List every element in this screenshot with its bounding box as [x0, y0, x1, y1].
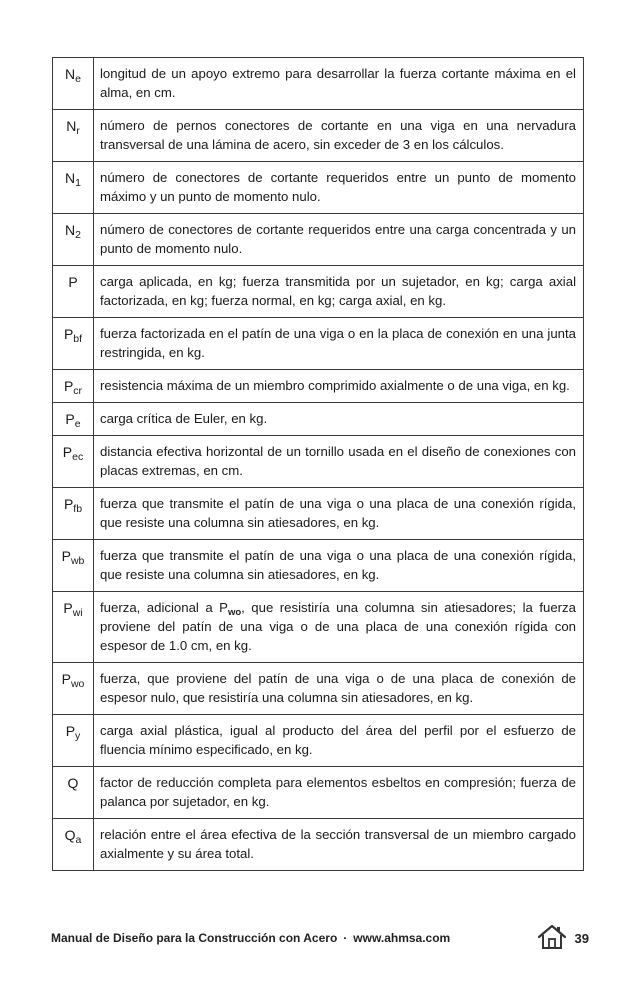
symbol-cell: $P_{fb}$: [53, 488, 94, 540]
table-row: [53, 403, 584, 436]
table-row: [53, 715, 584, 767]
symbol-cell: $P_{wb}$: [53, 540, 94, 592]
symbol-cell: $N_r$: [53, 110, 94, 162]
symbol-cell: Q: [53, 767, 94, 819]
page-number: 39: [574, 931, 589, 946]
home-icon[interactable]: [537, 924, 567, 950]
definition-cell: fuerza, adicional a $P_{wo}$, que resistiría una columna sin atiesadores; la fuerza proviene del patín de una viga o de una placa de una conexión rígida con espesor de 1.0 cm, en kg.: [94, 592, 584, 663]
table-row: [53, 488, 584, 540]
definition-cell: distancia efectiva horizontal de un tornillo usada en el diseño de conexiones con placas extremas, en cm.: [94, 436, 584, 488]
table-row: [53, 110, 584, 162]
symbol-cell: $P_{wo}$: [53, 663, 94, 715]
manual-title: Manual de Diseño para la Construcción con Acero: [51, 931, 338, 945]
definition-cell: carga axial plástica, igual al producto del área del perfil por el esfuerzo de fluencia mínimo especificado, en kg.: [94, 715, 584, 767]
table-row: [53, 162, 584, 214]
table-row: [53, 436, 584, 488]
website-link[interactable]: www.ahmsa.com: [353, 931, 451, 945]
table-row: [53, 819, 584, 871]
symbol-cell: $P_{bf}$: [53, 318, 94, 370]
definition-cell: fuerza, que proviene del patín de una viga o de una placa de conexión de espesor nulo, que resistiría una columna sin atiesadores, en kg.: [94, 663, 584, 715]
footer-separator: ·: [343, 931, 348, 945]
symbol-cell: $P_y$: [53, 715, 94, 767]
symbols-table: [52, 57, 584, 871]
symbol-cell: $N_1$: [53, 162, 94, 214]
symbol-cell: $P_{ec}$: [53, 436, 94, 488]
table-row: [53, 592, 584, 663]
symbol-cell: $P_{wi}$: [53, 592, 94, 663]
symbol-cell: $P_{cr}$: [53, 370, 94, 403]
page-footer: [51, 928, 589, 948]
table-row: [53, 318, 584, 370]
definition-cell: resistencia máxima de un miembro comprimido axialmente o de una viga, en kg.: [94, 370, 584, 403]
table-row: [53, 540, 584, 592]
definition-cell: longitud de un apoyo extremo para desarrollar la fuerza cortante máxima en el alma, en cm.: [94, 58, 584, 110]
symbol-cell: P: [53, 266, 94, 318]
table-row: [53, 370, 584, 403]
definition-cell: relación entre el área efectiva de la sección transversal de un miembro cargado axialmente y su área total.: [94, 819, 584, 871]
definition-cell: número de pernos conectores de cortante en una viga en una nervadura transversal de una lámina de acero, sin exceder de 3 en los cálculos.: [94, 110, 584, 162]
definition-cell: carga crítica de Euler, en kg.: [94, 403, 584, 436]
symbol-cell: $P_e$: [53, 403, 94, 436]
table-row: [53, 58, 584, 110]
table-row: [53, 767, 584, 819]
definition-cell: carga aplicada, en kg; fuerza transmitida por un sujetador, en kg; carga axial factorizada, en kg; fuerza normal, en kg; carga axial, en kg.: [94, 266, 584, 318]
definition-cell: fuerza que transmite el patín de una viga o una placa de una conexión rígida, que resiste una columna sin atiesadores, en kg.: [94, 540, 584, 592]
footer-text: [51, 931, 450, 945]
table-row: [53, 663, 584, 715]
symbol-cell: $N_2$: [53, 214, 94, 266]
symbol-cell: $Q_a$: [53, 819, 94, 871]
definition-cell: número de conectores de cortante requeridos entre una carga concentrada y un punto de momento nulo.: [94, 214, 584, 266]
table-row: [53, 266, 584, 318]
definition-cell: factor de reducción completa para elementos esbeltos en compresión; fuerza de palanca por sujetador, en kg.: [94, 767, 584, 819]
symbol-cell: $N_e$: [53, 58, 94, 110]
table-row: [53, 214, 584, 266]
definition-cell: número de conectores de cortante requeridos entre un punto de momento máximo y un punto de momento nulo.: [94, 162, 584, 214]
definition-cell: fuerza que transmite el patín de una viga o una placa de una conexión rígida, que resiste una columna sin atiesadores, en kg.: [94, 488, 584, 540]
definition-cell: fuerza factorizada en el patín de una viga o en la placa de conexión en una junta restringida, en kg.: [94, 318, 584, 370]
